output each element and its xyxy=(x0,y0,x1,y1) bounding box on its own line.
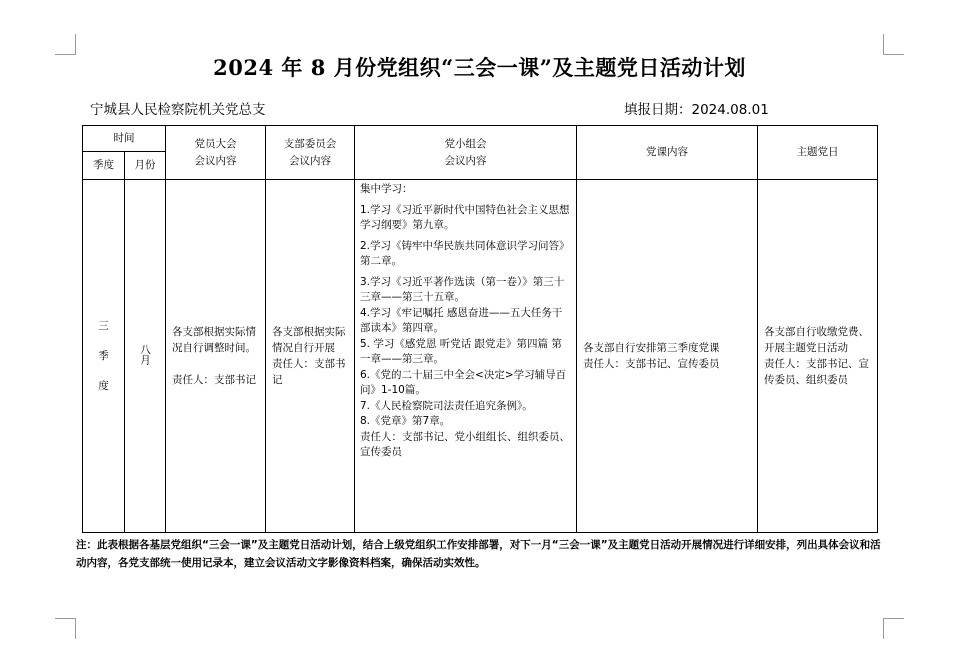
cell-branch-committee xyxy=(266,180,355,533)
quarter-char: 季 xyxy=(98,350,109,362)
study-item-8: 8.《党章》第7章。 xyxy=(360,415,451,427)
general-meeting-responsible: 责任人：支部书记 xyxy=(172,374,256,386)
branch-committee-content: 各支部根据实际情况自行开展 xyxy=(272,326,346,354)
study-heading: 集中学习： xyxy=(360,183,413,195)
organization-name: 宁城县人民检察院机关党总支 xyxy=(90,102,266,118)
general-meeting-content: 各支部根据实际情况自行调整时间。 xyxy=(172,326,256,354)
party-lesson-content: 各支部自行安排第三季度党课 xyxy=(583,342,720,354)
activity-plan-table xyxy=(82,125,878,533)
report-date-label: 填报日期： xyxy=(624,102,692,118)
header-group-meeting-line2: 会议内容 xyxy=(444,154,487,167)
study-item-2: 2.学习《铸牢中华民族共同体意识学习问答》第二章。 xyxy=(360,239,570,267)
study-item-1: 1.学习《习近平新时代中国特色社会主义思想学习纲要》第九章。 xyxy=(360,203,570,231)
cell-group-meeting xyxy=(355,180,577,533)
cell-general-meeting xyxy=(166,180,266,533)
footnote: 注：此表根据各基层党组织“三会一课”及主题党日活动计划，结合上级党组织工作安排部署，对下一月“三会一课”及主题党日活动开展情况进行详细安排，列出具体会议和活动内容，各党支部统一使用记录本，建立会议活动文字影像资料档案，确保活动实效性。 xyxy=(76,539,881,569)
document-title: 2024 年 8 月份党组织“三会一课”及主题党日活动计划 xyxy=(213,55,746,80)
party-lesson-responsible: 责任人：支部书记、宣传委员 xyxy=(583,358,720,370)
header-general-meeting-line2: 会议内容 xyxy=(194,154,237,167)
branch-committee-responsible: 责任人：支部书记 xyxy=(272,358,346,386)
study-item-7: 7.《人民检察院司法责任追究条例》。 xyxy=(360,399,533,412)
crop-mark-bottom-left xyxy=(55,618,76,639)
month-value: 八月 xyxy=(139,344,151,365)
study-item-5: 5. 学习《感党恩 听党话 跟党走》第四篇 第一章——第三章。 xyxy=(360,337,562,365)
header-theme-day: 主题党日 xyxy=(758,126,878,180)
study-item-4: 4.学习《牢记嘱托 感恩奋进——五大任务干部读本》第四章。 xyxy=(360,306,563,334)
report-date-value: 2024.08.01 xyxy=(691,102,769,118)
study-item-6: 6.《党的二十届三中全会<决定>学习辅导百问》1-10篇。 xyxy=(360,368,567,396)
cell-party-lesson xyxy=(577,180,758,533)
study-responsible: 责任人：支部书记、党小组组长、组织委员、宣传委员 xyxy=(360,430,570,458)
header-party-lesson: 党课内容 xyxy=(577,126,758,180)
header-general-meeting-line1: 党员大会 xyxy=(194,137,237,150)
crop-mark-bottom-right xyxy=(883,618,904,639)
header-time: 时间 xyxy=(83,126,166,152)
header-general-meeting xyxy=(166,126,266,180)
header-branch-committee-line1: 支部委员会 xyxy=(283,137,337,150)
theme-day-responsible: 责任人：支部书记、宣传委员、组织委员 xyxy=(764,358,869,386)
header-group-meeting-line1: 党小组会 xyxy=(444,137,487,150)
header-branch-committee-line2: 会议内容 xyxy=(289,154,331,167)
quarter-char: 三 xyxy=(98,320,109,332)
report-date xyxy=(624,98,769,118)
cell-month xyxy=(125,180,166,533)
header-branch-committee xyxy=(266,126,355,180)
theme-day-content: 各支部自行收缴党费、开展主题党日活动 xyxy=(764,326,869,354)
quarter-char: 度 xyxy=(98,380,109,392)
study-item-3: 3.学习《习近平著作选读（第一卷）》第三十三章——第三十五章。 xyxy=(360,275,565,303)
cell-quarter xyxy=(83,180,125,533)
header-quarter: 季度 xyxy=(83,152,125,180)
header-group-meeting xyxy=(355,126,577,180)
header-month: 月份 xyxy=(125,152,166,180)
cell-theme-day xyxy=(758,180,878,533)
